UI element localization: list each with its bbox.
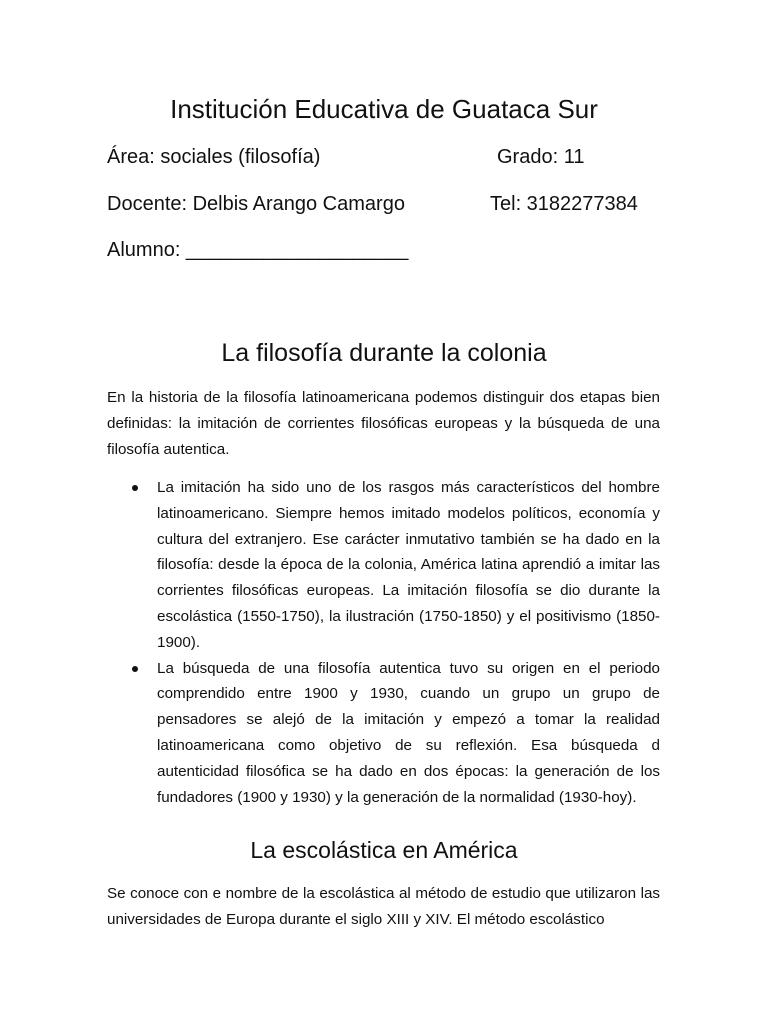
bullet-text-imitation: La imitación ha sido uno de los rasgos más característicos del hombre latinoamericano. Siempre hemos imitado modelos políticos, economía y cultura del extranjero. Ese carácter inmutativo también se ha dado en la filosofía: desde la época de la colonia, América latina aprendió a imitar las corrientes filosóficas europeas. La imitación filosofía se dio durante la escolástica (1550-1750), la ilustración (1750-1850) y el positivismo (1850-1900). bbox=[157, 479, 660, 651]
grade-label: Grado: 11 bbox=[497, 146, 585, 168]
institution-title: Institución Educativa de Guataca Sur bbox=[170, 94, 598, 124]
bullet-icon bbox=[132, 485, 138, 491]
escolastica-paragraph: Se conoce con e nombre de la escolástica al método de estudio que utilizaron las universidades de Europa durante el siglo XIII y XIV. El método escolástico bbox=[107, 885, 660, 928]
list-item bbox=[107, 656, 660, 811]
bullet-icon bbox=[132, 666, 138, 672]
teacher-label: Docente: Delbis Arango Camargo bbox=[107, 193, 405, 215]
bullet-list bbox=[107, 475, 660, 810]
student-label: Alumno: ____________________ bbox=[107, 239, 409, 261]
phone-label: Tel: 3182277384 bbox=[490, 193, 638, 215]
section-title-colonia: La filosofía durante la colonia bbox=[221, 339, 547, 367]
area-label: Área: sociales (filosofía) bbox=[107, 146, 321, 168]
intro-paragraph: En la historia de la filosofía latinoamericana podemos distinguir dos etapas bien definidas: la imitación de corrientes filosóficas europeas y la búsqueda de una filosofía autentica. bbox=[107, 389, 660, 458]
section-title-escolastica: La escolástica en América bbox=[250, 837, 518, 863]
bullet-text-busqueda: La búsqueda de una filosofía autentica tuvo su origen en el periodo comprendido entre 1900 y 1930, cuando un grupo un grupo de pensadores se alejó de la imitación y empezó a tomar la realidad latinoamericana como objetivo de su reflexión. Esa búsqueda d autenticidad filosófica se ha dado en dos épocas: la generación de los fundadores (1900 y 1930) y la generación de la normalidad (1930-hoy). bbox=[157, 659, 660, 806]
list-item bbox=[107, 475, 660, 656]
